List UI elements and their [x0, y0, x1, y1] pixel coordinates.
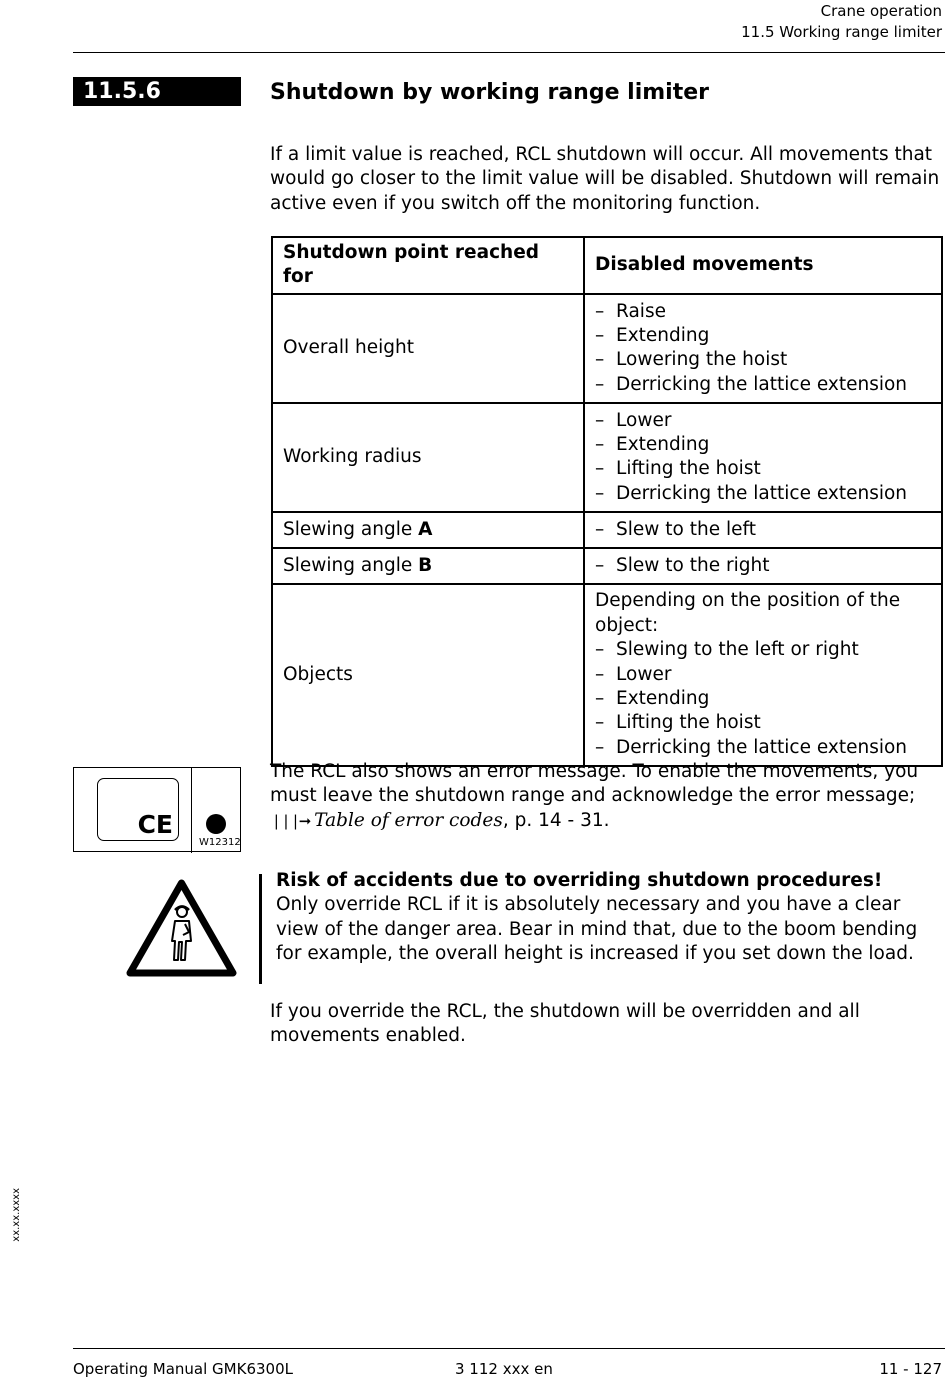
person-hazard-warning-icon	[125, 878, 238, 978]
figure-code: W12312	[199, 837, 241, 848]
shutdown-point-cell: Objects	[272, 584, 584, 766]
warning-body: Only override RCL if it is absolutely necessary and you have a clear view of the danger area. Bear in mind that, due to the boom bending for example, the overall height is increased if you set down the load.	[276, 894, 918, 965]
column-header-movements: Disabled movements	[584, 237, 942, 294]
movement-item: – Slewing to the left or right	[595, 639, 859, 661]
movement-item: – Extending	[595, 324, 710, 346]
table-header-row	[272, 237, 942, 294]
error-note	[270, 760, 942, 833]
error-note-text: The RCL also shows an error message. To enable the movements, you must leave the shutdown range and acknowledge the error message;	[270, 761, 919, 807]
page-reference: , p. 14 - 31.	[502, 809, 610, 831]
disabled-movements-cell	[584, 548, 942, 584]
movement-item: – Derricking the lattice extension	[595, 482, 908, 504]
section-title: Shutdown by working range limiter	[270, 80, 709, 105]
cross-reference-link[interactable]: Table of error codes	[314, 809, 503, 831]
rcl-display-figure	[73, 767, 241, 852]
warning-side-bar	[259, 874, 262, 984]
movement-item: – Raise	[595, 300, 666, 322]
header-section: 11.5 Working range limiter	[741, 23, 942, 41]
disabled-movements-cell	[584, 294, 942, 403]
movement-item: – Lower	[595, 409, 672, 431]
header-rule	[73, 52, 945, 53]
movement-item: – Slew to the left	[595, 518, 756, 540]
shutdown-point-cell: Working radius	[272, 403, 584, 512]
footer-doc-number: 3 112 xxx en	[455, 1360, 553, 1378]
display-screen-icon	[97, 778, 179, 841]
ce-label: CE	[137, 810, 173, 839]
movement-item: – Slew to the right	[595, 554, 770, 576]
disabled-movements-cell	[584, 512, 942, 548]
table-row	[272, 294, 942, 403]
movement-item: – Lowering the hoist	[595, 349, 788, 371]
table-row	[272, 548, 942, 584]
disabled-movements-cell	[584, 403, 942, 512]
movement-item: – Extending	[595, 433, 710, 455]
movement-item: – Lifting the hoist	[595, 458, 761, 480]
movement-item: – Lifting the hoist	[595, 712, 761, 734]
figure-divider	[191, 768, 192, 853]
override-note: If you override the RCL, the shutdown will be overridden and all movements enabled.	[270, 1001, 860, 1047]
section-number: 11.5.6	[73, 77, 241, 106]
table-row	[272, 403, 942, 512]
footer-page-number: 11 - 127	[879, 1360, 942, 1378]
shutdown-point-cell: Slewing angle B	[272, 548, 584, 584]
disabled-movements-cell	[584, 584, 942, 766]
movement-intro: Depending on the position of the object:	[595, 590, 901, 636]
side-code: xx.xx.xxxx	[11, 1188, 22, 1242]
footer-manual: Operating Manual GMK6300L	[73, 1360, 293, 1378]
shutdown-table	[271, 236, 943, 767]
footer-rule	[73, 1348, 945, 1349]
movement-item: – Derricking the lattice extension	[595, 736, 908, 758]
indicator-dot-icon	[206, 814, 226, 834]
movement-item: – Lower	[595, 663, 672, 685]
shutdown-point-cell: Overall height	[272, 294, 584, 403]
table-row	[272, 512, 942, 548]
warning-title: Risk of accidents due to overriding shutdown procedures!	[276, 870, 883, 891]
movement-item: – Extending	[595, 688, 710, 710]
header-chapter: Crane operation	[820, 2, 942, 20]
warning-block	[276, 869, 944, 967]
column-header-point: Shutdown point reached for	[272, 237, 584, 294]
cross-reference-arrow-icon: ❘❘❘➞	[270, 811, 309, 830]
shutdown-point-cell: Slewing angle A	[272, 512, 584, 548]
movement-item: – Derricking the lattice extension	[595, 373, 908, 395]
running-header	[741, 1, 942, 43]
table-row	[272, 584, 942, 766]
intro-paragraph: If a limit value is reached, RCL shutdown will occur. All movements that would go closer to the limit value will be disabled. Shutdown will remain active even if you switch off the monitoring function.	[270, 144, 940, 214]
